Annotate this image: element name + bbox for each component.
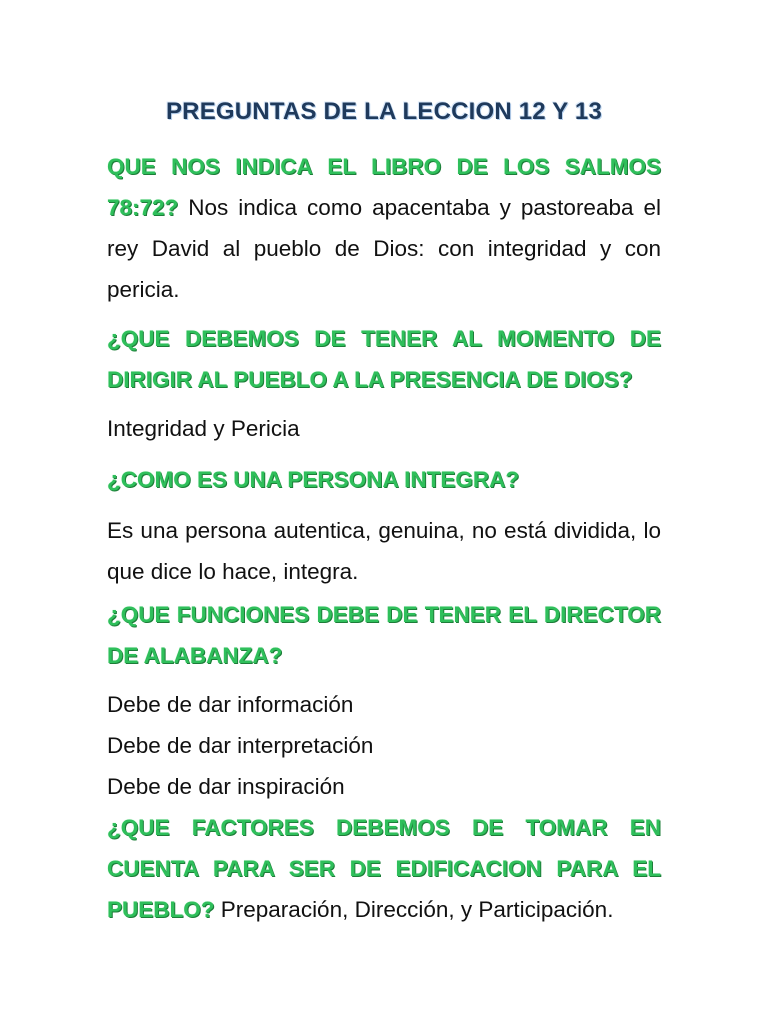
question-2-paragraph bbox=[107, 318, 661, 400]
question-1: QUE NOS INDICA EL LIBRO DE LOS SALMOS 78:72? bbox=[107, 154, 661, 220]
answer-5: Preparación, Dirección, y Participación. bbox=[214, 897, 614, 922]
document-page bbox=[107, 92, 661, 930]
section-1 bbox=[107, 146, 661, 310]
answer-3 bbox=[107, 510, 661, 592]
question-4-paragraph bbox=[107, 594, 661, 676]
answer-2 bbox=[107, 408, 661, 449]
question-2: ¿QUE DEBEMOS DE TENER AL MOMENTO DE DIRIGIR AL PUEBLO A LA PRESENCIA DE DIOS? bbox=[107, 326, 661, 392]
document-title: PREGUNTAS DE LA LECCION 12 Y 13 bbox=[165, 98, 603, 125]
question-4: ¿QUE FUNCIONES DEBE DE TENER EL DIRECTOR DE ALABANZA? bbox=[107, 602, 661, 668]
answer-4-item-2: Debe de dar interpretación bbox=[107, 733, 374, 758]
answer-2-text: Integridad y Pericia bbox=[107, 416, 300, 441]
answer-3-text: Es una persona autentica, genuina, no está dividida, lo que dice lo hace, integra. bbox=[107, 518, 661, 584]
question-3: ¿COMO ES UNA PERSONA INTEGRA? bbox=[107, 467, 520, 492]
answer-4-item-1: Debe de dar información bbox=[107, 692, 354, 717]
answer-4-item-3: Debe de dar inspiración bbox=[107, 774, 345, 799]
question-3-paragraph bbox=[107, 459, 661, 500]
section-5 bbox=[107, 807, 661, 930]
answer-1: Nos indica como apacentaba y pastoreaba el rey David al pueblo de Dios: con integridad y con pericia. bbox=[107, 195, 661, 302]
answer-4-list bbox=[107, 684, 661, 807]
question-5: ¿QUE FACTORES DEBEMOS DE TOMAR EN CUENTA PARA SER DE EDIFICACION PARA EL PUEBLO? bbox=[107, 815, 661, 922]
